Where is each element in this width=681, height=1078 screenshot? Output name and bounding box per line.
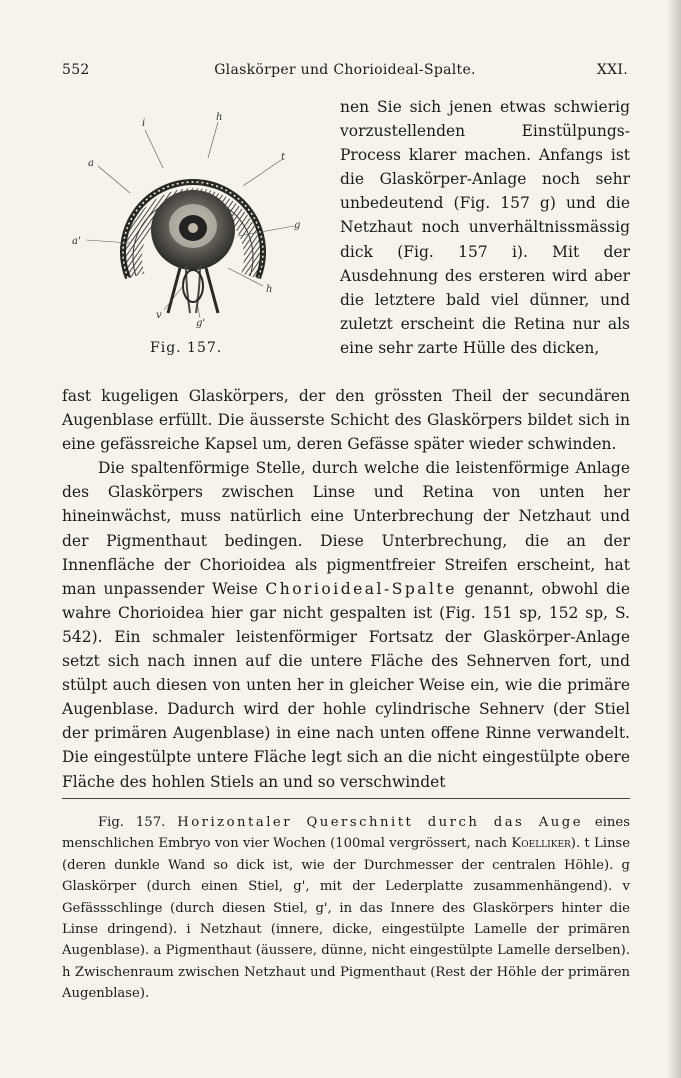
footnote-title: Horizontaler Querschnitt durch das Auge [177,815,583,830]
fig-label-v: v [156,310,162,321]
paragraph-2-text-b: genannt, obwohl die wahre Chorioidea hier gar nicht gespalten ist (Fig. 151 sp, 152 sp, S. 542). Ein schmaler leistenförmiger Fortsatz der Glaskörper-Anlage setzt sich nach innen auf die untere Fläche des Sehnerven fort, und stülpt auch diesen von unten her in gleicher Weise ein, wie die primäre Augenblase. Dadurch wird der hohle cylindrische Sehnerv (der Stiel der primären Augenblase) in eine nach unten offene Rinne verwandelt. Die eingestülpte untere Fläche legt sich an die nicht eingestülpte obere Fläche des hohlen Stiels an und so verschwindet [62,579,630,791]
fig-label-a-prime: a' [72,236,81,247]
footnote-lead: Fig. 157. [98,815,166,830]
page-number: 552 [62,62,90,78]
main-text [62,384,630,794]
footnote-author: Koelliker [511,836,571,852]
figure-caption: Fig. 157. [150,340,223,356]
eye-cross-section-illustration [68,108,318,358]
chapter-number: XXI. [596,62,628,78]
paragraph-2-text-a: Die spaltenförmige Stelle, durch welche die leistenförmige Anlage des Glaskörpers zwischen Linse und Retina von unten her hineinwächst, muss natürlich eine Unterbrechung der Netzhaut und der Pigmenthaut bedingen. Diese Unterbrechung, die an der Innenfläche der Chorioidea als pigmentfreier Streifen erscheint, hat man unpassender Weise [62,459,630,598]
figure-footnote [62,812,630,1005]
term-chorioideal-spalte: Chorioideal-Spalte [265,579,457,598]
fig-label-g-prime: g' [196,318,206,329]
page-edge-shadow [667,0,681,1078]
fig-label-i: i [142,118,146,129]
footnote-text-1: eines menschlichen Embryo von vier Wochen (100mal vergrössert, nach [62,815,630,852]
text-right-column: nen Sie sich jenen etwas schwierig vorzustellenden Einstülpungs-Process klarer machen. Anfangs ist die Glaskörper-Anlage noch sehr unbedeutend (Fig. 157 g) und die Netzhaut noch unverhältnissmässig dick (Fig. 157 i). Mit der Ausdehnung des ersteren wird aber die letztere bald viel dünner, und zuletzt erscheint die Retina nur als eine sehr zarte Hülle des dicken, [340,98,630,357]
fig-label-g: g [294,220,301,231]
fig-label-t: t [281,152,286,163]
footnote-paragraph [62,812,630,1005]
paragraph-1-continued: fast kugeligen Glaskörpers, der den grössten Theil der secundären Augenblase erfüllt. Die äusserste Schicht des Glaskörpers bildet sich in eine gefässreiche Kapsel um, deren Gefässe später wieder schwinden. [62,387,630,454]
fig-label-h-lower: h [266,284,273,295]
fig-label-a: a [88,158,94,169]
paragraph-2 [62,456,630,793]
running-header [62,62,628,84]
embryo-eye-figure [68,108,318,368]
footnote-text-2: ). t Linse (deren dunkle Wand so dick ist, wie der Durchmesser der centralen Höhle). g Glaskörper (durch einen Stiel, g', mit der Lederplatte zusammenhängend). v Gefässschlinge (durch diesen Stiel, g', in das Innere des Glaskörpers hinter die Linse dringend). i Netzhaut (innere, dicke, eingestülpte Lamelle der primären Augenblase). a Pigmenthaut (äussere, dünne, nicht eingestülpte Lamelle derselben). h Zwischenraum zwischen Netzhaut und Pigmenthaut (Rest der Höhle der primären Augenblase). [62,836,631,1002]
footnote-divider [62,798,630,799]
fig-label-h: h [216,112,223,123]
header-title: Glaskörper und Chorioideal-Spalte. [214,62,476,78]
